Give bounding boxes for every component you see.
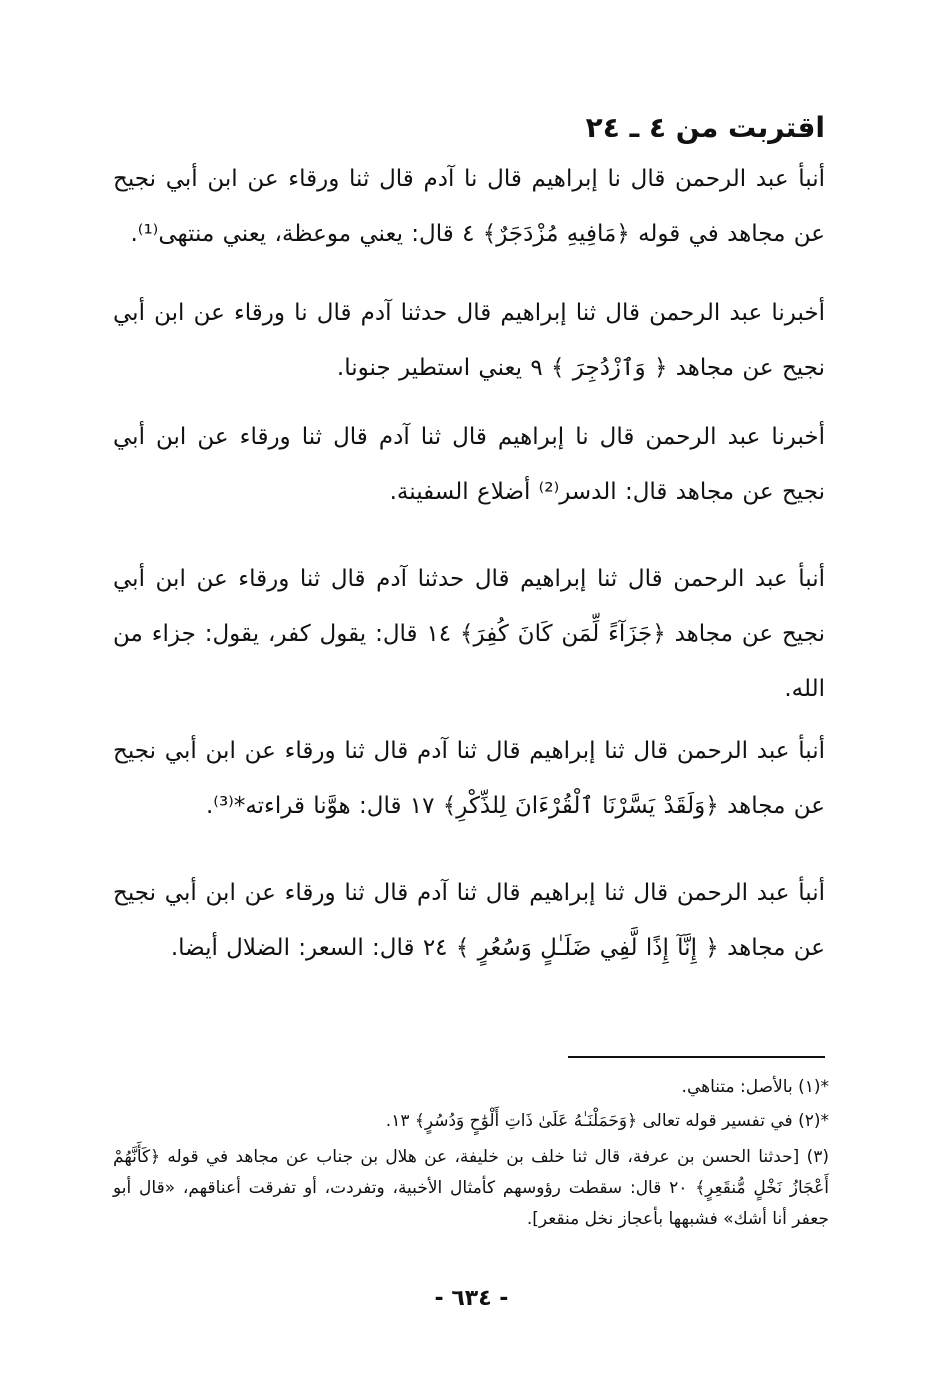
paragraph-2: أخبرنا عبد الرحمن قال ثنا إبراهيم قال حدثنا آدم قال نا ورقاء عن ابن أبي نجيح عن مجاهد ﴿ وَٱزْدُجِرَ ﴾ ٩ يعني استطير جنونا. (113, 300, 825, 381)
footnote-2: *(٢) في تفسير قوله تعالى ﴿وَحَمَلْنَـٰهُ عَلَىٰ ذَاتِ أَلْوَٰحٍ وَدُسُرٍ﴾ ١٣. (385, 1111, 829, 1131)
running-header-title: اقتربت من ٤ ـ ٢٤ (585, 111, 825, 144)
footnote-3: (٣) [حدثنا الحسن بن عرفة، قال ثنا خلف بن خليفة، عن هلال بن جناب عن مجاهد في قوله ﴿كَأَنَّهُمْ أَعْجَازُ نَخْلٍ مُّنقَعِرٍ﴾ ٢٠ قال: سقطت رؤوسهم كأمثال الأخبية، وتفردت، أو تفرقت أعناقهم، «قال أبو جعفر أنا أشك» فشبهها بأعجاز نخل منقعر]. (113, 1147, 829, 1229)
paragraph-3: أخبرنا عبد الرحمن قال نا إبراهيم قال ثنا آدم قال ثنا ورقاء عن ابن أبي نجيح عن مجاهد قال: الدسر⁽²⁾ أضلاع السفينة. (113, 424, 825, 505)
paragraph-1: أنبأ عبد الرحمن قال نا إبراهيم قال نا آدم قال ثنا ورقاء عن ابن أبي نجيح عن مجاهد في قوله ﴿مَافِيهِ مُزْدَجَرٌ﴾ ٤ قال: يعني موعظة، يعني منتهى⁽¹⁾. (113, 166, 825, 247)
paragraph-6: أنبأ عبد الرحمن قال ثنا إبراهيم قال ثنا آدم قال ثنا ورقاء عن ابن أبي نجيح عن مجاهد ﴿ إِنَّآ إِذًا لَّفِي ضَلَـٰلٍ وَسُعُرٍ ﴾ ٢٤ قال: السعر: الضلال أيضا. (113, 880, 825, 961)
page-number: - ٦٣٤ - (434, 1286, 509, 1311)
footnote-separator (568, 1056, 825, 1058)
paragraph-5: أنبأ عبد الرحمن قال ثنا إبراهيم قال ثنا آدم قال ثنا ورقاء عن ابن أبي نجيح عن مجاهد ﴿وَلَقَدْ يَسَّرْنَا ٱلْقُرْءَانَ لِلذِّكْرِ﴾ ١٧ قال: هوَّنا قراءته*⁽³⁾. (113, 738, 825, 819)
paragraph-4: أنبأ عبد الرحمن قال ثنا إبراهيم قال حدثنا آدم قال ثنا ورقاء عن ابن أبي نجيح عن مجاهد ﴿جَزَآءً لِّمَن كَانَ كُفِرَ﴾ ١٤ قال: يقول كفر، يقول: جزاء من الله. (113, 566, 826, 702)
footnote-1: *(١) بالأصل: متناهي. (681, 1077, 829, 1097)
